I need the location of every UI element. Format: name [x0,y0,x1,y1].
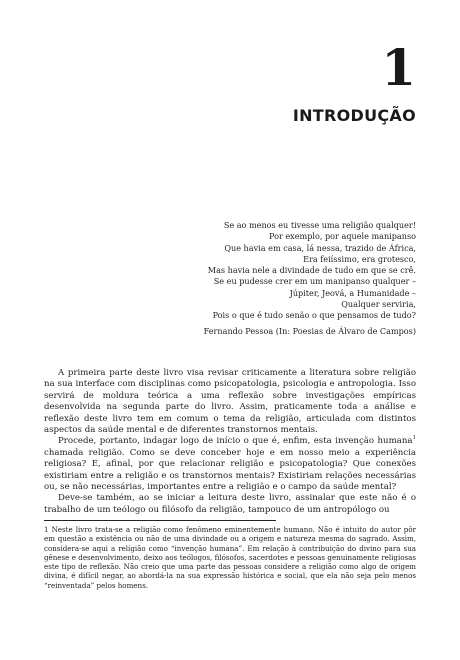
chapter-title: INTRODUÇÃO [292,106,416,125]
epigraph-line: Que havia em casa, lá nessa, trazido de África, [224,242,416,253]
footnote-mark: 1 [44,525,49,534]
epigraph-line: Se eu pudesse crer em um manipanso qualquer – [213,276,416,287]
epigraph [156,220,416,337]
paragraph-2-end: chamada religião. Como se deve conceber hoje e em nosso meio a experiência religiosa? E, afinal, por que relacionar religião e psicopatologia? Que conexões existiriam entre a religião e os transtornos mentais? Existiriam relações necessárias ou, se não necessárias, importantes entre a religião e o campo da saúde mental? [44,447,416,493]
epigraph-line: Júpiter, Jeová, a Humanidade – [289,287,416,298]
epigraph-line: Por exemplo, por aquele manipanso [268,231,416,242]
paragraph-2 [44,436,416,493]
footnote [44,525,416,590]
epigraph-line: Mas havia nele a divindade de tudo em que se crê. [207,265,416,276]
footnote-text: Neste livro trata-se a religião como fenômeno eminentemente humano. Não é intuito do autor pôr em questão a existência ou não de uma divindade ou a origem e natureza mesma do sagrado. Assim, considera-se aqui a religião como “invenção humana”. Em relação à contribuição do divino para sua gênese e desenvolvimento, deixo aos teólogos, filósofos, sacerdotes e pessoas genuinamente religiosas este tipo de reflexão. Não creio que uma parte das pessoas considere a religião como algo de origem divina, é difícil negar, ao abordá-la na sua expressão histórica e social, que ela não seja pelo menos “reinventada” pelos homens. [44,525,416,590]
epigraph-line: Se ao menos eu tivesse uma religião qualquer! [223,220,416,230]
epigraph-line: Era feiíssimo, era grotesco, [303,253,416,264]
chapter-number: 1 [381,38,416,97]
body-text [44,368,416,516]
footnote-divider [44,520,276,521]
paragraph-3: Deve-se também, ao se iniciar a leitura deste livro, assinalar que este não é o trabalho de um teólogo ou filósofo da religião, tampouco de um antropólogo ou [44,493,416,515]
epigraph-line: Qualquer serviria, [341,299,416,310]
epigraph-attribution: Fernando Pessoa (In: Poesias de Álvaro de Campos) [203,325,416,336]
paragraph-2-start: Procede, portanto, indagar logo de início o que é, enfim, esta invenção humana [58,436,413,447]
paragraph-1: A primeira parte deste livro visa revisar criticamente a literatura sobre religião na sua interface com disciplinas como psicopatologia, psicologia e antropologia. Isso servirá de moldura teórica a uma reflexão sobre investigações empíricas desenvolvida na segunda parte do livro. Assim, praticamente toda a análise e reflexão deste livro tem em comum o tema da religião, articulada com distintos aspectos da saúde mental e de diferentes transtornos mentais. [44,368,416,436]
footnote-reference[interactable]: 1 [412,435,416,442]
epigraph-line: Pois o que é tudo senão o que pensamos de tudo? [212,310,416,321]
